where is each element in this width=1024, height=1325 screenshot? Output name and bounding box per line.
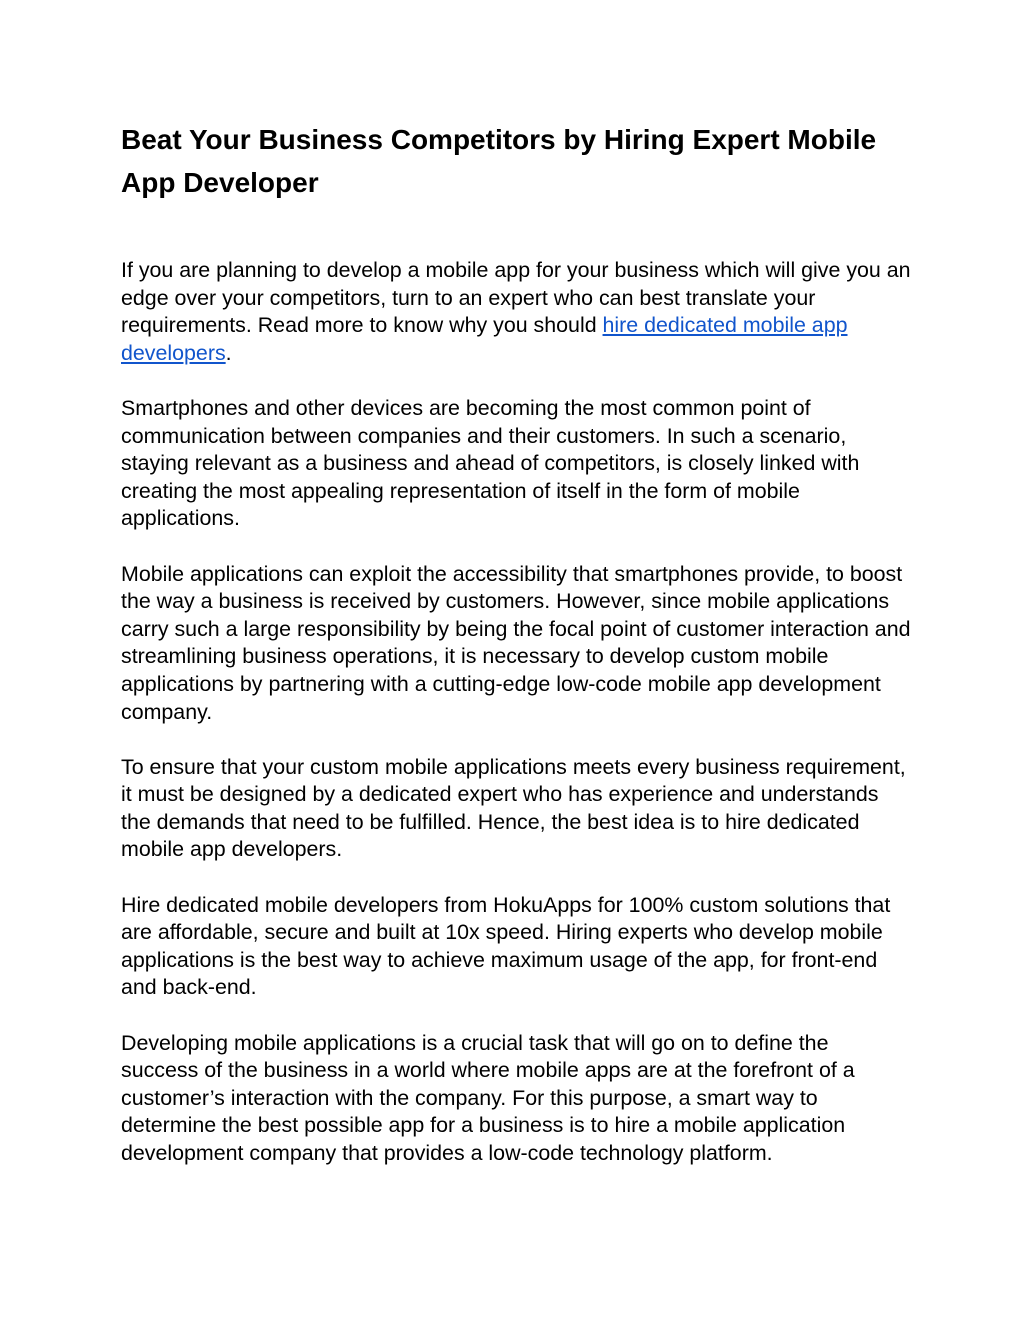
- document-page: [121, 118, 911, 1168]
- body-paragraph: Hire dedicated mobile developers from HokuApps for 100% custom solutions that are affordable, secure and built at 10x speed. Hiring experts who develop mobile applications is the best way to achieve maximum usage of the app, for front-end and back-end.: [121, 892, 891, 1000]
- body-paragraph: Developing mobile applications is a crucial task that will go on to define the success of the business in a world where mobile apps are at the forefront of a customer’s interaction with the company. For this purpose, a smart way to determine the best possible app for a business is to hire a mobile application development company that provides a low-code technology platform.: [121, 1030, 855, 1165]
- intro-text: If you are planning to develop a mobile app for your business which will give you an edge over your competitors, turn to an expert who can best translate your requirements. Read more to know why you should: [121, 258, 911, 338]
- body-paragraph: Mobile applications can exploit the accessibility that smartphones provide, to boost the way a business is received by customers. However, since mobile applications carry such a large responsibility by being the focal point of customer interaction and streamlining business operations, it is necessary to develop custom mobile applications by partnering with a cutting-edge low-code mobile app development company.: [121, 561, 911, 724]
- body-paragraph: To ensure that your custom mobile applications meets every business requirement, it must be designed by a dedicated expert who has experience and understands the demands that need to be fulfilled. Hence, the best idea is to hire dedicated mobile app developers.: [121, 754, 906, 862]
- hire-developers-link[interactable]: hire dedicated mobile app developers: [121, 313, 848, 365]
- intro-paragraph: [121, 257, 911, 367]
- document-title: Beat Your Business Competitors by Hiring Expert Mobile App Developer: [121, 124, 877, 198]
- intro-text-end: .: [225, 340, 232, 365]
- body-paragraph: Smartphones and other devices are becoming the most common point of communication between companies and their customers. In such a scenario, staying relevant as a business and ahead of competitors, is closely linked with creating the most appealing representation of itself in the form of mobile applications.: [121, 395, 860, 531]
